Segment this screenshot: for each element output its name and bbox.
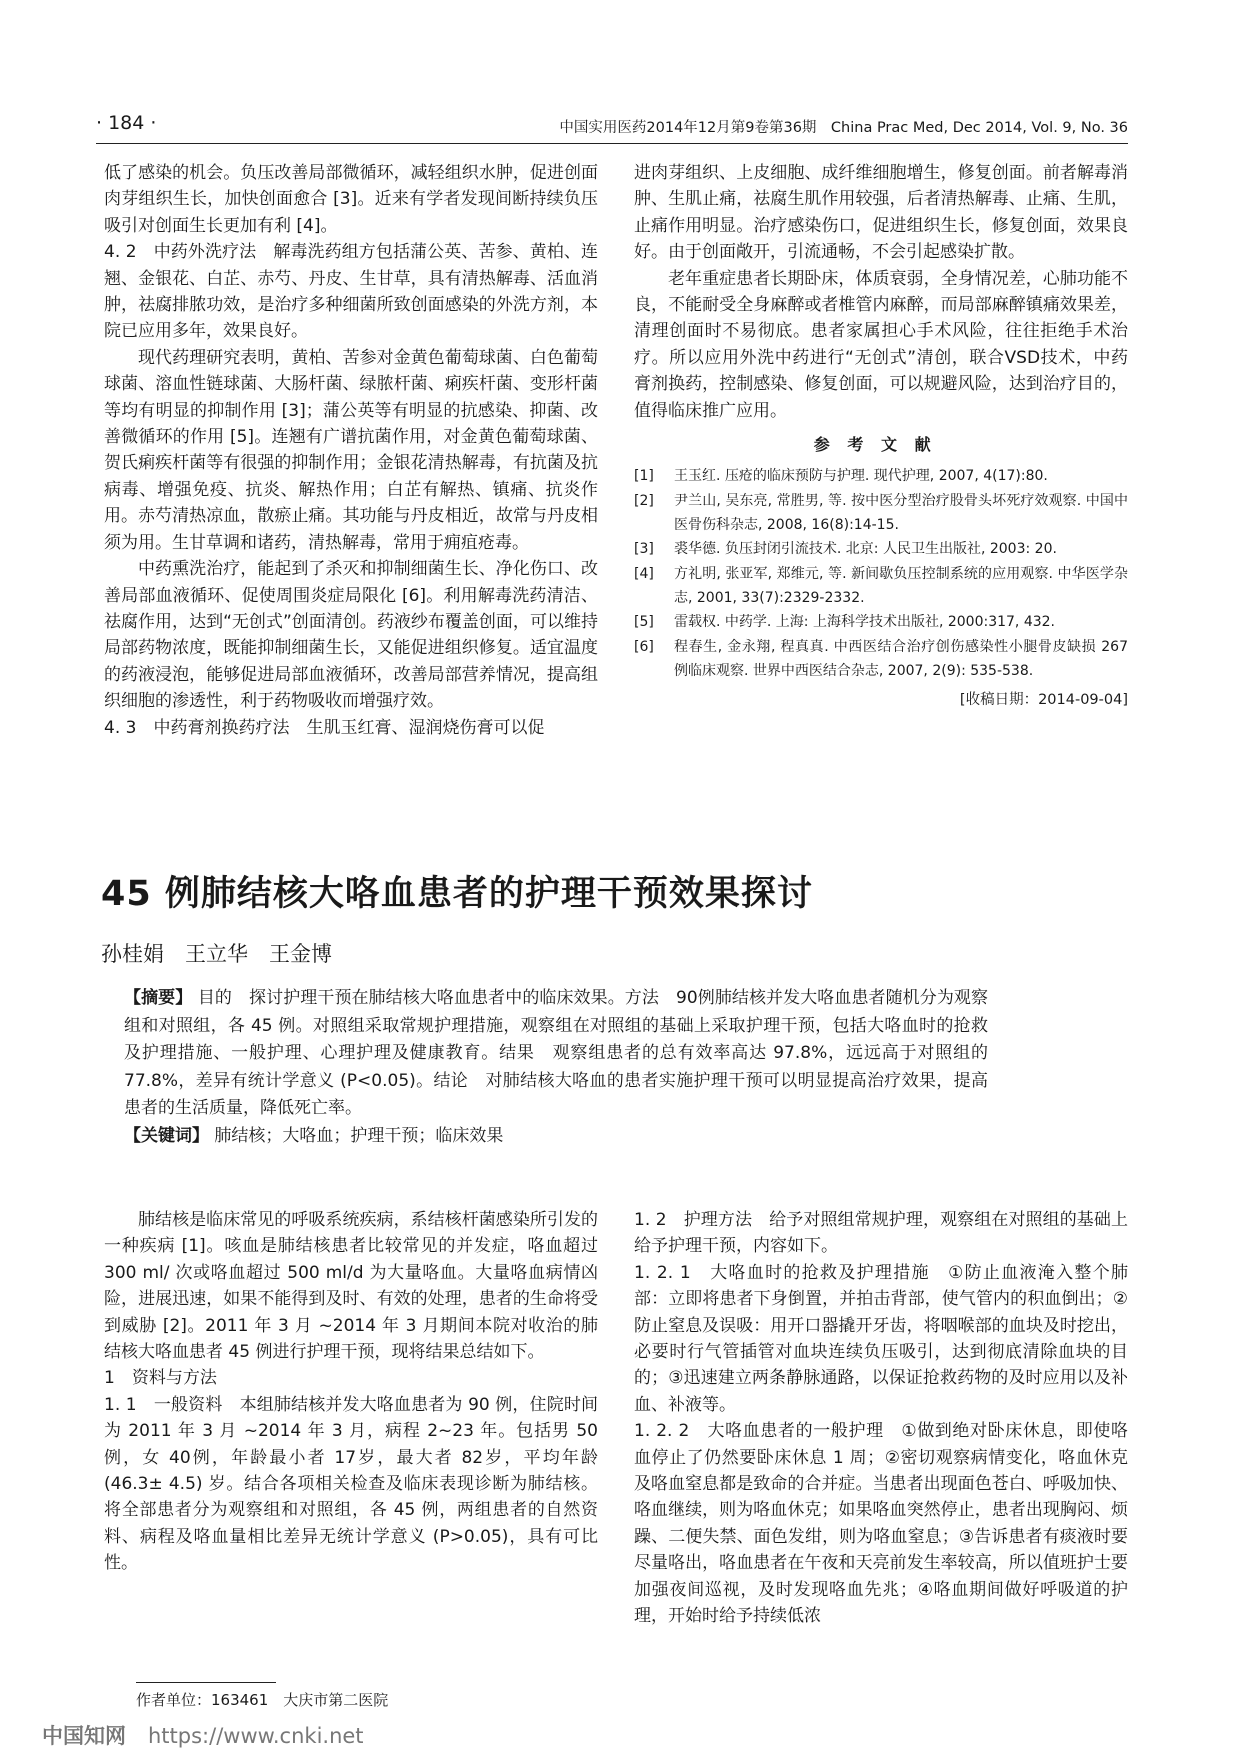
cnki-logo: 中国知网 [42, 1724, 126, 1748]
section-heading-4-2: 4. 2 中药外洗疗法 解毒洗药组方包括蒲公英、苦参、黄柏、连翘、金银花、白芷、赤芍、丹皮、生甘草，具有清热解毒、活血消肿，祛腐排脓功效，是治疗多种细菌所致创面感染的外洗方剂，本院已应用多年，效果良好。 [104, 242, 598, 342]
lower-left-column [104, 1207, 598, 1577]
abstract [124, 985, 988, 1123]
section-heading-1: 1 资料与方法 [104, 1368, 217, 1389]
paragraph: 低了感染的机会。负压改善局部微循环，减轻组织水肿，促进创面肉芽组织生长，加快创面愈合 [3]。近来有学者发现间断持续负压吸引对创面生长更加有利 [4]。 [104, 163, 598, 236]
page-number: · 184 · [96, 112, 157, 134]
watermark-url: https://www.cnki.net [148, 1724, 364, 1748]
references-title: 参考文献 [813, 435, 949, 455]
reference-item: [3] 裘华德. 负压封闭引流技术. 北京: 人民卫生出版社, 2003: 20. [634, 541, 1057, 558]
footnote-rule [136, 1682, 276, 1683]
paragraph: 中药熏洗治疗，能起到了杀灭和抑制细菌生长、净化伤口、改善局部血液循环、促使周围炎症局限化 [6]。利用解毒洗药清洁、祛腐作用，达到“无创式”创面清创。药液纱布覆盖创面，可以维持局部药物浓度，既能抑制细菌生长，又能促进组织修复。适宜温度的药液浸泡，能够促进局部血液循环，改善局部营养情况，提高组织细胞的渗透性，利于药物吸收而增强疗效。 [104, 559, 598, 712]
upper-right-column [634, 160, 1128, 714]
abstract-block [124, 985, 988, 1150]
reference-item: [6] 程春生, 金永翔, 程真真. 中西医结合治疗创伤感染性小腿骨皮缺损 267 例临床观察. 世界中西医结合杂志, 2007, 2(9): 535-538. [634, 638, 1128, 679]
abstract-label: 【摘要】 [124, 988, 193, 1008]
abstract-text: 目的 探讨护理干预在肺结核大咯血患者中的临床效果。方法 90例肺结核并发大咯血患者随机分为观察组和对照组，各 45 例。对照组采取常规护理措施，观察组在对照组的基础上采取护理干预，包括大咯血时的抢救及护理措施、一般护理、心理护理及健康教育。结果 观察组患者的总有效率高达 97.8%，远远高于对照组的 77.8%，差异有统计学意义 (P<0.05)。结论 对肺结核大咯血的患者实施护理干预可以明显提高治疗效果，提高患者的生活质量，降低死亡率。 [124, 988, 989, 1118]
journal-header: 中国实用医药2014年12月第9卷第36期 China Prac Med, Dec 2014, Vol. 9, No. 36 [559, 120, 1128, 136]
paragraph: 老年重症患者长期卧床，体质衰弱，全身情况差，心肺功能不良，不能耐受全身麻醉或者椎管内麻醉，而局部麻醉镇痛效果差，清理创面时不易彻底。患者家属担心手术风险，往往拒绝手术治疗。所以应用外洗中药进行“无创式”清创，联合VSD技术，中药膏剂换药，控制感染、修复创面，可以规避风险，达到治疗目的，值得临床推广应用。 [634, 268, 1128, 421]
article-authors: 孙桂娟 王立华 王金博 [101, 942, 332, 966]
reference-item: [5] 雷载权. 中药学. 上海: 上海科学技术出版社, 2000:317, 432. [634, 614, 1056, 631]
paragraph: 进肉芽组织、上皮细胞、成纤维细胞增生，修复创面。前者解毒消肿、生肌止痛，祛腐生肌作用较强，后者清热解毒、止痛、生肌，止痛作用明显。治疗感染伤口，促进组织生长，修复创面，效果良好。由于创面敞开，引流通畅，不会引起感染扩散。 [634, 163, 1128, 263]
watermark [42, 1720, 364, 1750]
reference-list [634, 464, 1128, 683]
header-rule [96, 143, 1128, 144]
lower-right-column [634, 1207, 1128, 1630]
keywords-label: 【关键词】 [124, 1125, 209, 1146]
paragraph: 肺结核是临床常见的呼吸系统疾病，系结核杆菌感染所引发的一种疾病 [1]。咳血是肺结核患者比较常见的并发症，咯血超过 300 ml/ 次或咯血超过 500 ml/d 为大量咯血。大量咯血病情凶险，进展迅速，如果不能得到及时、有效的处理，患者的生命将受到威胁 [2]。2011 年 3 月 ~2014 年 3 月期间本院对收治的肺结核大咯血患者 45 例进行护理干预，现将结果总结如下。 [104, 1210, 598, 1363]
keywords-text: 肺结核；大咯血；护理干预；临床效果 [214, 1125, 504, 1146]
paragraph: 现代药理研究表明，黄柏、苦参对金黄色葡萄球菌、白色葡萄球菌、溶血性链球菌、大肠杆菌、绿脓杆菌、痢疾杆菌、变形杆菌等均有明显的抑制作用 [3]；蒲公英等有明显的抗感染、抑菌、改善微循环的作用 [5]。连翘有广谱抗菌作用，对金黄色葡萄球菌、贺氏痢疾杆菌等有很强的抑制作用；金银花清热解毒，有抗菌及抗病毒、增强免疫、抗炎、解热作用；白芷有解热、镇痛、抗炎作用。赤芍清热凉血，散瘀止痛。其功能与丹皮相近，故常与丹皮相须为用。生甘草调和诸药，清热解毒，常用于痈疽疮毒。 [104, 347, 598, 553]
upper-left-column [104, 160, 598, 741]
reference-item: [4] 方礼明, 张亚军, 郑维元, 等. 新间歇负压控制系统的应用观察. 中华医学杂志, 2001, 33(7):2329-2332. [634, 565, 1128, 606]
article-title: 45 例肺结核大咯血患者的护理干预效果探讨 [101, 874, 813, 914]
received-date: [收稿日期：2014-09-04] [959, 692, 1128, 709]
keywords [124, 1123, 988, 1151]
section-heading-1-2: 1. 2 护理方法 给予对照组常规护理，观察组在对照组的基础上给予护理干预，内容如下。 [634, 1210, 1128, 1257]
author-affiliation: 作者单位：163461 大庆市第二医院 [136, 1691, 389, 1709]
section-heading-1-2-1: 1. 2. 1 大咯血时的抢救及护理措施 ①防止血液淹入整个肺部：立即将患者下身倒置，并拍击背部，使气管内的积血倒出；②防止窒息及误吸：用开口器撬开牙齿，将咽喉部的血块及时挖出，必要时行气管插管对血块连续负压吸引，达到彻底清除血块的目的；③迅速建立两条静脉通路，以保证抢救药物的及时应用以及补血、补液等。 [634, 1262, 1128, 1415]
reference-item: [2] 尹兰山, 吴东亮, 常胜男, 等. 按中医分型治疗股骨头坏死疗效观察. 中国中医骨伤科杂志, 2008, 16(8):14-15. [634, 492, 1128, 534]
section-heading-1-1: 1. 1 一般资料 本组肺结核并发大咯血患者为 90 例，住院时间为 2011 年 3 月 ~2014 年 3 月，病程 2~23 年。包括男 50 例，女 40例，年龄最小者 17岁，最大者 82岁，平均年龄 (46.3± 4.5) 岁。结合各项相关检查及临床表现诊断为肺结核。将全部患者分为观察组和对照组，各 45 例，两组患者的自然资料、病程及咯血量相比差异无统计学意义 (P>0.05)，具有可比性。 [104, 1394, 598, 1574]
reference-item: [1] 王玉红. 压疮的临床预防与护理. 现代护理, 2007, 4(17):80. [634, 468, 1048, 485]
section-heading-1-2-2: 1. 2. 2 大咯血患者的一般护理 ①做到绝对卧床休息，即使咯血停止了仍然要卧床休息 1 周；②密切观察病情变化，咯血休克及咯血窒息都是致命的合并症。当患者出现面色苍白、呼吸加快、咯血继续，则为咯血休克；如果咯血突然停止，患者出现胸闷、烦躁、二便失禁、面色发绀，则为咯血窒息；③告诉患者有痰液时要尽量咯出，咯血患者在午夜和天亮前发生率较高，所以值班护士要加强夜间巡视，及时发现咯血先兆；④咯血期间做好呼吸道的护理，开始时给予持续低浓 [634, 1421, 1128, 1627]
section-heading-4-3: 4. 3 中药膏剂换药疗法 生肌玉红膏、湿润烧伤膏可以促 [104, 717, 545, 738]
